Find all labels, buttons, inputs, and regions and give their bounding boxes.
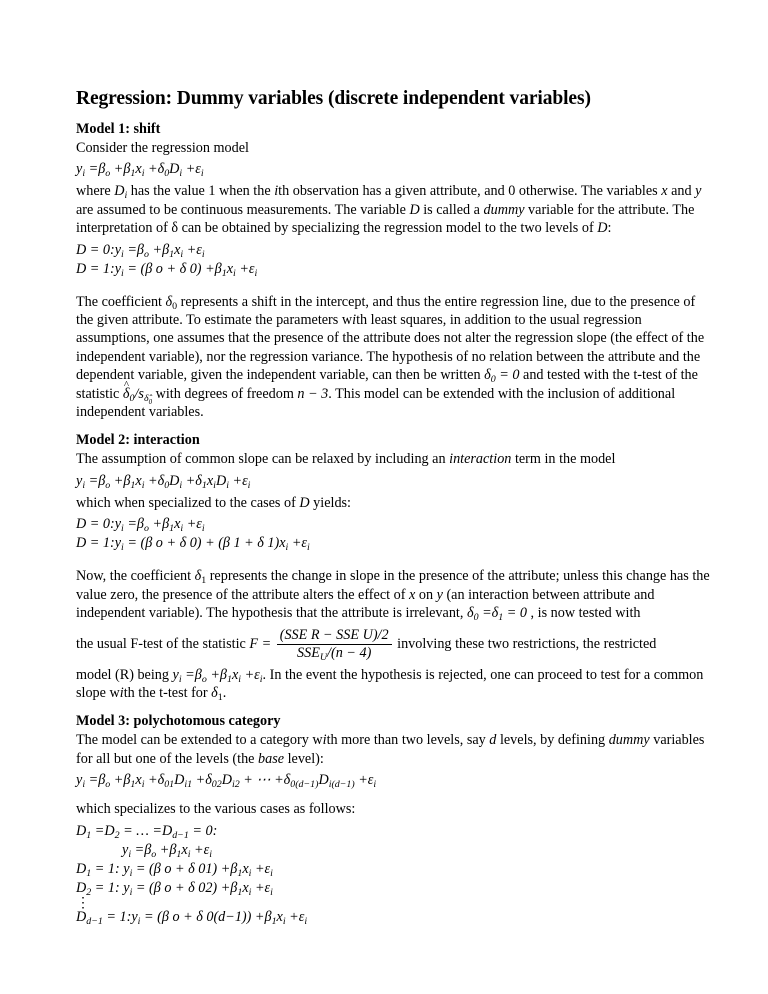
model3-case-dlast: $D_{d-1}$ = $1:y_i = (\beta$ o + δ $0(d-1)) +\beta_1x_i +\varepsilon_i$ [76, 908, 308, 927]
model1-t-statistic: ^ $\delta_0/s_{\deltâ_0}$ [123, 386, 152, 402]
model1-equation: $y_i =\beta_o +\beta_1x_i +\delta_0D_i +\varepsilon_i$ [76, 161, 204, 180]
model2-restricted-equation: $y_i =\beta_o +\beta_1x_i +\varepsilon_i$ [172, 666, 263, 685]
model2-case-d1: $D = 1:y_i = (\beta$ o + δ 0) + (β 1 + δ $1)x_i +\varepsilon_i$ [76, 535, 310, 554]
model2-f-lhs: F = [249, 635, 272, 652]
model2-slope-paragraph [76, 567, 716, 622]
model3-case-base-equation [76, 841, 716, 860]
model2-case-d0: $D = 0:y_i =\beta_o +\beta_1x_i +\varepsilon_i$ [76, 516, 205, 535]
model2-equation: $y_i =\beta_o +\beta_1x_i +\delta_0D_i +\delta_1x_iD_i +\varepsilon_i$ [76, 472, 251, 491]
model1-case-d1: $D = 1:y_i = (\beta$ o + δ $0) +\beta_1x_i +\varepsilon_i$ [76, 260, 258, 279]
model1-p2b-end: . This model can be extended with the inclusion of additional independent variables. [76, 385, 676, 421]
model3-cases-text: which specializes to the various cases as follows: [76, 801, 356, 818]
model2-f-fraction [277, 627, 392, 662]
model2-null-hypothesis: $\delta_0 =\delta_1 = 0$ [466, 605, 527, 624]
model3-case-base-condition: $D_1 =D_2$ = … $=D_{d-1} = 0$: [76, 822, 218, 841]
vdots-icon: ⋮ [76, 894, 91, 911]
model1-description: where $D_i$ has the value 1 when the ith observation has a given attribute, and 0 otherwise. The variables x and y are assumed to be continuous measurements. The variable D is called a dummy variable for the attribute. The interpretation of δ can be obtained by specializing the regression model to the two levels of D: [76, 183, 702, 237]
model2-f-test-post: involving these two restrictions, the restricted [397, 635, 657, 652]
model1-intro: Consider the regression model [76, 140, 249, 156]
model2-f-test-label: the usual F-test of the statistic [76, 635, 250, 652]
model2-f-numerator: (SSE R − SSE U)/2 [277, 627, 392, 645]
model2-specialized-text: which when specialized to the cases of D yields: [76, 494, 352, 511]
model1-p2b-mid: and tested with the t-test of the statistic [76, 367, 698, 402]
model3-equation: $y_i =\beta_o +\beta_1x_i +\delta_{01}D_{i1} +\delta_{02}D_{i2}$ + ⋯ $+\delta_{0(d-1)}D_{i(d-1)} +\varepsilon_i$ [76, 772, 377, 791]
model2-p2a: Now, the coefficient $\delta_1$ represents the change in slope in the presence of the attribute; unless this change has the value zero, the presence of the attribute alters the effect of x on y (an interaction between attribute and independent variable). The hypothesis that the attribute is irrelevant, [76, 568, 710, 622]
model3-intro: The model can be extended to a category with more than two levels, say d levels, by defining dummy variables for all but one of the levels (the base level): [76, 732, 705, 767]
model2-intro-a: The assumption of common slope can be relaxed by including an [76, 451, 450, 468]
model1-case-d0: $D = 0:y_i =\beta_o +\beta_1x_i +\varepsilon_i$ [76, 241, 205, 260]
model3-case-d2: $D_2 = 1$: $y_i = (\beta$ o + δ $02) +\beta_1x_i +\varepsilon_i$ [76, 879, 273, 898]
model1-df: n − 3 [297, 385, 329, 402]
model3-vdots [76, 894, 716, 911]
model2-intro-em: interaction [449, 451, 512, 468]
model2-restricted-paragraph [76, 666, 716, 703]
model1-null-hypothesis: $\delta_0 = 0$ [484, 367, 520, 386]
model3-case-base-eq: $y_i =\beta_o +\beta_1x_i +\varepsilon_i$ [122, 841, 212, 860]
model2-p2a-end: , is now tested with [526, 605, 641, 622]
page-title: Regression: Dummy variables (discrete independent variables) [76, 88, 591, 109]
model2-p3-pre: model (R) being [76, 666, 173, 683]
model3-case-d1: $D_1 = 1$: $y_i = (\beta$ o + δ $01) +\beta_1x_i +\varepsilon_i$ [76, 860, 273, 879]
model2-intro-b: term in the model [511, 451, 616, 468]
model3-heading: Model 3: polychotomous category [76, 713, 281, 730]
model2-f-test-line [76, 627, 716, 662]
model1-heading: Model 1: shift [76, 121, 161, 137]
model2-intro [76, 450, 716, 468]
model2-f-denominator: $SSE_U/(n - 4)$ [297, 644, 372, 663]
model1-coefficient-paragraph [76, 293, 716, 422]
model2-p3-post: . In the event the hypothesis is rejected, one can proceed to test for a common slope with the t-test for $\delta_1$. [76, 666, 704, 703]
model1-p2a: The coefficient $\delta_0$ represents a shift in the intercept, and thus the entire regression line, due to the presence of the given attribute. To estimate the parameters with least squares, in addition to the usual regression assumptions, one assumes that the presence of the attribute does not alter the regression slope (the effect of the independent variable), nor the regression variance. The hypothesis of no relation between the attribute and the dependent variable, given the independent variable, can then be written [76, 293, 705, 384]
model2-heading: Model 2: interaction [76, 432, 200, 449]
model1-df-label: with degrees of freedom [152, 385, 298, 402]
document-page [76, 88, 716, 927]
